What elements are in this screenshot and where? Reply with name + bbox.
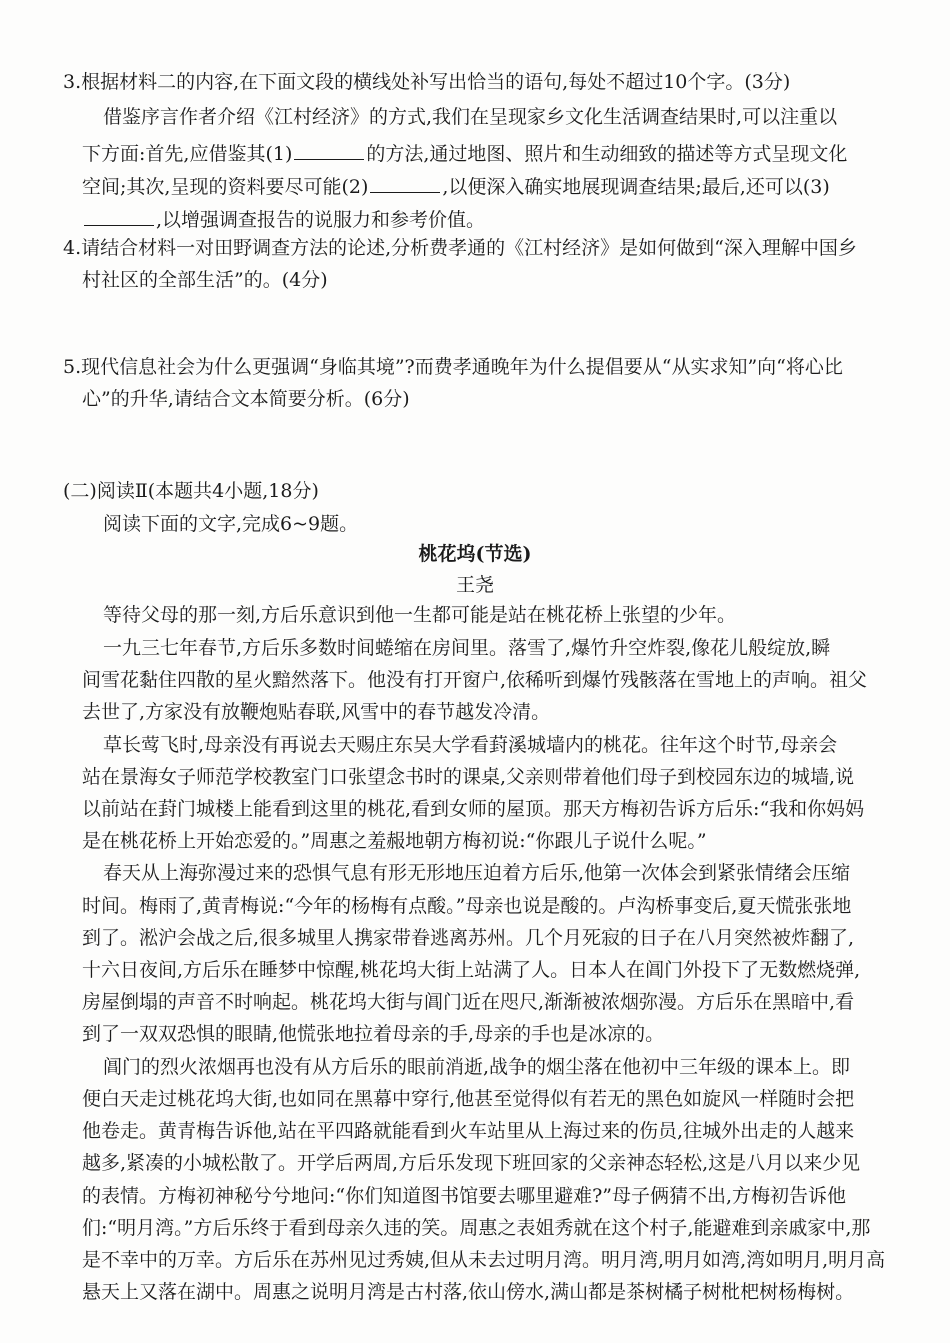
article-line: 草长莺飞时,母亲没有再说去天赐庄东吴大学看葑溪城墙内的桃花。往年这个时节,母亲会	[103, 734, 838, 756]
section-header: (二)阅读Ⅱ(本题共4小题,18分)	[63, 480, 319, 502]
q4-line-1: 4.请结合材料一对田野调查方法的论述,分析费孝通的《江村经济》是如何做到“深入理解中国乡	[63, 237, 857, 259]
q3-line-3	[82, 174, 830, 197]
answer-blank-1[interactable]	[294, 141, 364, 160]
q5-line-2: 心”的升华,请结合文本简要分析。(6分)	[82, 388, 410, 410]
answer-blank-2[interactable]	[370, 174, 440, 193]
article-line: 是在桃花桥上开始恋爱的。”周惠之羞赧地朝方梅初说:“你跟儿子说什么呢。”	[82, 830, 707, 852]
article-line: 一九三七年春节,方后乐多数时间蜷缩在房间里。落雪了,爆竹升空炸裂,像花儿般绽放,瞬	[103, 637, 831, 659]
article-line: 他卷走。黄青梅告诉他,站在平四路就能看到火车站里从上海过来的伤员,往城外出走的人越来	[82, 1120, 855, 1142]
article-line: 阊门的烈火浓烟再也没有从方后乐的眼前消逝,战争的烟尘落在他初中三年级的课本上。即	[103, 1056, 851, 1078]
article-line: 到了。淞沪会战之后,很多城里人携家带眷逃离苏州。几个月死寂的日子在八月突然被炸翻了,	[82, 927, 855, 949]
article-line: 时间。梅雨了,黄青梅说:“今年的杨梅有点酸。”母亲也说是酸的。卢沟桥事变后,夏天慌张张地	[82, 895, 852, 917]
article-line: 们:“明月湾。”方后乐终于看到母亲久违的笑。周惠之表姐秀就在这个村子,能避难到亲戚家中,那	[82, 1217, 871, 1239]
q3-line-3a: 空间;其次,呈现的资料要尽可能(2)	[82, 176, 369, 198]
article-line: 越多,紧凑的小城松散了。开学后两周,方后乐发现下班回家的父亲神态轻松,这是八月以来少见	[82, 1152, 861, 1174]
q3-line-2a: 下方面:首先,应借鉴其(1)	[82, 143, 293, 165]
article-line: 间雪花黏住四散的星火黯然落下。他没有打开窗户,依稀听到爆竹残骸落在雪地上的声响。祖父	[82, 669, 868, 691]
article-line: 悬天上又落在湖中。周惠之说明月湾是古村落,依山傍水,满山都是茶树橘子树枇杷树杨梅树。	[82, 1281, 855, 1303]
article-line: 是不幸中的万幸。方后乐在苏州见过秀姨,但从未去过明月湾。明月湾,明月如湾,湾如明月,明月高	[82, 1249, 886, 1271]
article-line: 以前站在葑门城楼上能看到这里的桃花,看到女师的屋顶。那天方梅初告诉方后乐:“我和你妈妈	[82, 798, 865, 820]
q3-line-1: 借鉴序言作者介绍《江村经济》的方式,我们在呈现家乡文化生活调查结果时,可以注重以	[103, 106, 838, 128]
article-line: 十六日夜间,方后乐在睡梦中惊醒,桃花坞大街上站满了人。日本人在阊门外投下了无数燃烧弹,	[82, 959, 861, 981]
section-instruction: 阅读下面的文字,完成6~9题。	[103, 513, 359, 535]
q3-line-2	[82, 141, 847, 164]
article-line: 房屋倒塌的声音不时响起。桃花坞大街与阊门近在咫尺,渐渐被浓烟弥漫。方后乐在黑暗中,看	[82, 991, 855, 1013]
article-author: 王尧	[455, 574, 494, 596]
q4-line-2: 村社区的全部生活”的。(4分)	[82, 269, 328, 291]
article-title: 桃花坞(节选)	[418, 543, 532, 565]
q3-line-4-text: ,以增强调查报告的说服力和参考价值。	[156, 209, 486, 231]
article-line: 的表情。方梅初神秘兮兮地问:“你们知道图书馆要去哪里避难?”母子俩猜不出,方梅初告诉他	[82, 1185, 847, 1207]
q3-line-4	[82, 207, 485, 230]
article-line: 站在景海女子师范学校教室门口张望念书时的课桌,父亲则带着他们母子到校园东边的城墙,说	[82, 766, 855, 788]
article-line: 到了一双双恐惧的眼睛,他慌张地拉着母亲的手,母亲的手也是冰凉的。	[82, 1023, 665, 1045]
q3-line-3b: ,以便深入确实地展现调查结果;最后,还可以(3)	[442, 176, 830, 198]
article-line: 春天从上海弥漫过来的恐惧气息有形无形地压迫着方后乐,他第一次体会到紧张情绪会压缩	[103, 862, 851, 884]
q3-line-2b: 的方法,通过地图、照片和生动细致的描述等方式呈现文化	[366, 143, 848, 165]
answer-blank-3[interactable]	[84, 207, 154, 226]
article-line: 等待父母的那一刻,方后乐意识到他一生都可能是站在桃花桥上张望的少年。	[103, 604, 737, 626]
q3-stem: 3.根据材料二的内容,在下面文段的横线处补写出恰当的语句,每处不超过10个字。(3分)	[63, 71, 791, 93]
q5-line-1: 5.现代信息社会为什么更强调“身临其境”?而费孝通晚年为什么提倡要从“从实求知”向“将心比	[63, 356, 843, 378]
article-line: 便白天走过桃花坞大街,也如同在黑幕中穿行,他甚至觉得似有若无的黑色如旋风一样随时会把	[82, 1088, 855, 1110]
article-line: 去世了,方家没有放鞭炮贴春联,风雪中的春节越发冷清。	[82, 701, 551, 723]
